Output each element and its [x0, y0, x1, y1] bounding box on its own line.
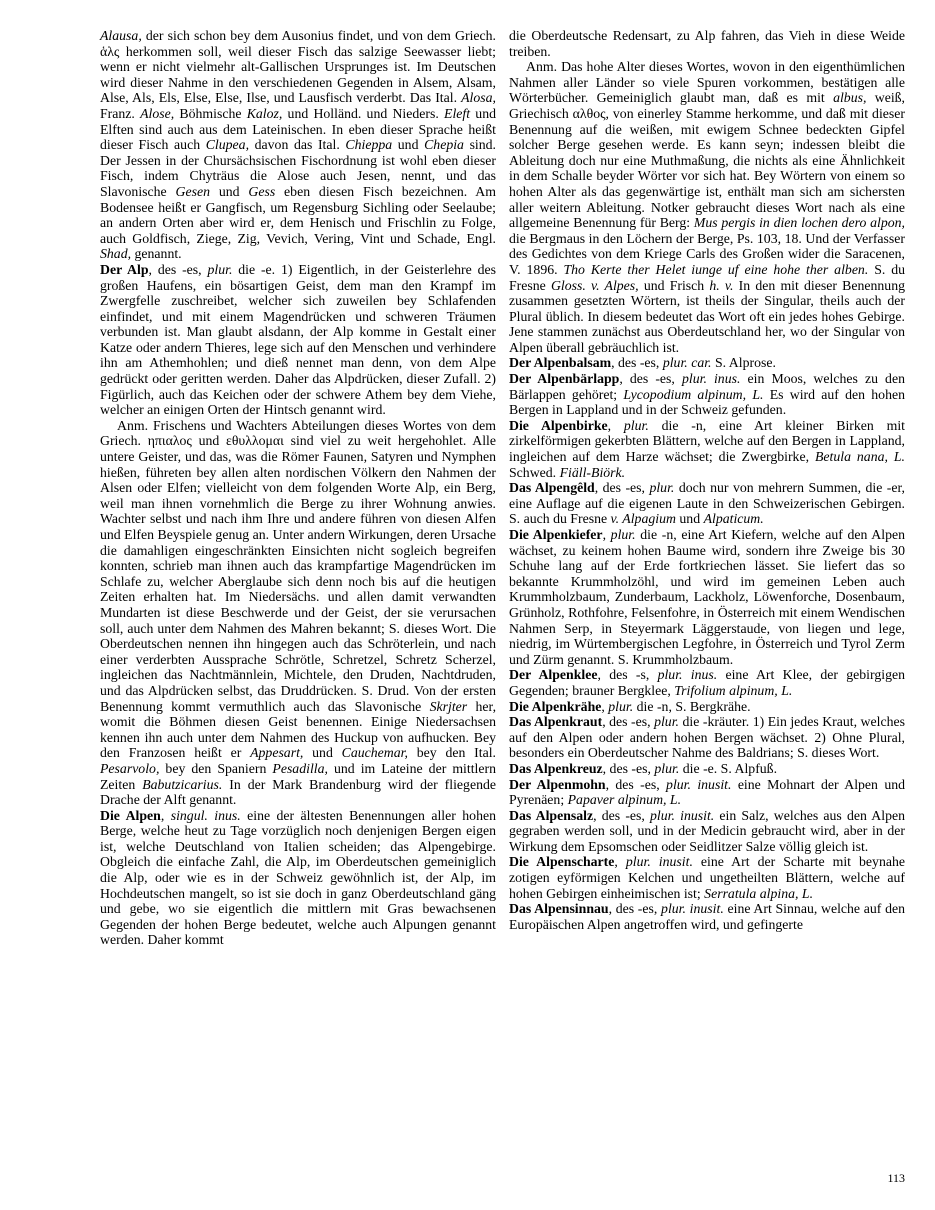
- text-run: , des -es,: [593, 807, 651, 823]
- text-run: Betula nana, L.: [814, 449, 905, 465]
- text-run: ,: [601, 698, 609, 714]
- text-run: die -e. 1) Eigentlich, in der Geisterlehre des großen Haufens, ein bösartigen Geist, dem man den Krampf im Zwergfelle zuschreibet, welcher sich zuweilen bey Schlafenden einfindet, und mit einem Magendrücken und schweren Träumen verbunden ist. Man glaubt alsdann, der Alp komme in Gestalt einer Katze oder andern Thieres, lege sich auf den Menschen und verhindere ihn am Athemhohlen; und dieß nennet man denn, von dem Alpe gedrückt oder geritten werden. Daher das Alpdrücken, dieser Zufall. 2) Figürlich, auch das Keichen oder der schwere Athem bey dem Viehe, welcher an einigen Orten der Hintsch genannt wird.: [100, 261, 497, 418]
- text-run: Schwed.: [509, 464, 560, 480]
- entry-alpensalz: [509, 808, 905, 855]
- text-run: Alausa,: [100, 28, 146, 43]
- text-run: Cauchemar,: [341, 745, 417, 761]
- text-run: , des -s,: [597, 667, 658, 683]
- text-run: und im Lateine der mittlern Zeiten: [100, 760, 497, 792]
- entry-die-alpen-continuation: [509, 28, 905, 59]
- text-run: plur.: [608, 698, 637, 714]
- entry-alpenscharte: [509, 854, 905, 901]
- text-run: , des -es,: [605, 776, 667, 792]
- text-run: S. du Fresne: [509, 261, 906, 293]
- entry-alpenbalsam: [509, 355, 905, 371]
- anmerkung-der-alp: [100, 418, 496, 808]
- text-run: Franz.: [100, 105, 141, 121]
- text-run: Shad,: [100, 246, 135, 262]
- text-run: h. v.: [709, 277, 739, 293]
- text-run: Die Alpenscharte: [509, 854, 615, 870]
- text-run: S. Alprose.: [714, 355, 776, 371]
- text-run: Lycopodium alpinum, L.: [623, 386, 770, 402]
- entry-alpensinnau: [509, 901, 905, 932]
- text-run: Alpaticum.: [703, 511, 764, 527]
- right-column: [509, 28, 905, 948]
- text-run: plur.: [654, 760, 683, 776]
- text-run: , des -es,: [602, 760, 655, 776]
- text-run: plur.: [649, 480, 679, 496]
- text-run: plur. inusit.: [625, 854, 701, 870]
- text-run: plur. inusit.: [650, 807, 720, 823]
- entry-alpenkiefer: [509, 527, 905, 667]
- text-run: plur. inusit.: [666, 776, 738, 792]
- text-run: die -n, S. Bergkrähe.: [636, 698, 751, 714]
- text-run: die -e. S. Alpfuß.: [682, 760, 778, 776]
- text-run: ,: [607, 417, 624, 433]
- text-run: , des -es,: [611, 355, 663, 371]
- text-run: Pesarvolo,: [100, 760, 166, 776]
- text-run: eine Art der Scharte mit beynahe zotigen eyförmigen Kelchen und ungetheilten Blättern, welche auf hohen Gebirgen einheimischen ist;: [509, 854, 905, 901]
- text-run: die Bergmaus in den Löchern der Berge, Ps. 103, 18. Und der Verfasser des Gedichtes von dem Kriege Carls des Großen wider die Saracenen, V. 1896.: [509, 230, 905, 277]
- text-run: plur.: [610, 527, 641, 542]
- text-run: Die Alpen: [100, 807, 161, 823]
- text-run: eine Art Sinnau, welche auf den Europäischen Alpen angetroffen wird, und gefingerte: [509, 901, 905, 932]
- text-run: ein Moos, welches zu den Bärlappen gehöret;: [509, 371, 905, 402]
- text-run: plur. inus.: [657, 667, 726, 683]
- entry-alpenkreuz: [509, 761, 905, 777]
- text-run: plur.: [654, 714, 683, 730]
- text-run: Das Alpenkraut: [509, 714, 603, 730]
- text-run: Die Alpenkrähe: [509, 698, 602, 714]
- text-run: Clupea,: [205, 137, 255, 153]
- text-run: eine der ältesten Benennungen aller hohen Berge, welche heut zu Tage vorzüglich noch denjenigen Bergen eigen ist, welche Deutschland von Italien scheiden; das Alpengebirge. Obgleich die einfache Zahl, die Alp, im Oberdeutschen gemeiniglich die Alp, oder wie es in der Schweiz gewöhnlich ist, der Alp, im Hochdeutschen mangelt, so ist sie doch in ganz Oberdeutschland gäng und gebe, wo sie eigentlich die mittlern mit Gras bewachsenen Gegenden der hohen Berge bedeutet, welche auch Alpungen genannt werden. Daher kommt: [100, 807, 496, 948]
- text-run: und: [679, 511, 704, 527]
- left-column: [100, 28, 496, 948]
- text-run: Gess: [248, 183, 285, 199]
- text-run: ,: [160, 807, 171, 823]
- text-run: Eleft: [444, 105, 476, 121]
- text-run: Alose,: [140, 105, 180, 121]
- entry-die-alpen: [100, 808, 496, 948]
- text-run: weiß, Griechisch αλθος, von einerley Stamme herkomme, und daß mit dieser Benennung auf die weißen, mit ewigem Schnee bedeckten Gipfel solcher Berge gesehen werde. Es kann seyn; indessen bleibt die Ableitung doch nur eine Muthmaßung, die nichts als eine Ähnlichkeit in dem Schalle beyder Wörter vor sich hat. Bey Wörtern von einem so hohen Alter als das gegenwärtige ist, enthält man sich am sichersten aller weitern Ableitung. Notker gebraucht dieses Wort nach als eine allgemeine Benennung für Berg:: [509, 90, 906, 231]
- text-run: ,: [614, 854, 626, 870]
- text-run: genannt.: [134, 246, 182, 262]
- text-run: plur.: [623, 417, 662, 433]
- text-run: Appesart,: [250, 745, 313, 761]
- text-run: , des -es,: [608, 901, 662, 917]
- text-run: , des -es,: [602, 714, 655, 730]
- text-run: eine Mohnart der Alpen und Pyrenäen;: [509, 776, 906, 808]
- text-run: Skrjter: [429, 698, 476, 714]
- text-run: plur. inus.: [681, 371, 748, 387]
- entry-alpenkraehe: [509, 699, 905, 715]
- entry-alpenklee: [509, 667, 905, 698]
- text-run: plur.: [207, 261, 239, 277]
- text-run: Das Alpengêld: [509, 480, 595, 496]
- text-columns: [100, 28, 905, 948]
- text-run: die -n, eine Art kleiner Birken mit zirkelförmigen gekerbten Blättern, welche auf den Bergen in Lappland, ingleichen auf dem Harze wächset; die Zwergbirke,: [509, 417, 906, 465]
- text-run: bey den Spaniern: [165, 760, 273, 776]
- text-run: Pesadilla,: [272, 760, 334, 776]
- text-run: und Elften sind auch aus dem Lateinischen. In eben dieser Sprache heißt dieser Fisch auch: [100, 105, 496, 153]
- text-run: plur. inusit.: [661, 901, 728, 917]
- entry-alpenbirke: [509, 418, 905, 480]
- text-run: , des -es,: [594, 480, 650, 496]
- text-run: Der Alpenklee: [509, 667, 598, 683]
- text-run: In der Mark Brandenburg wird der fliegende Drache der Alft genannt.: [100, 776, 496, 808]
- text-run: Chepia: [424, 137, 470, 153]
- text-run: Mus pergis in dien lochen dero alpon,: [693, 215, 906, 231]
- text-run: Gloss. v. Alpes,: [550, 277, 644, 293]
- text-run: doch nur von mehrern Summen, die -er, eine Auflage auf die eigenen Laute in den Schweizerischen Gebirgen. S. auch du Fresne: [509, 480, 905, 527]
- text-run: v. Alpagium: [610, 511, 680, 527]
- text-run: Trifolium alpinum, L.: [674, 682, 793, 698]
- text-run: eine Art Klee, der gebirgigen Gegenden; brauner Bergklee,: [509, 667, 905, 698]
- text-run: singul. inus.: [170, 807, 248, 823]
- text-run: bey den Ital.: [416, 745, 497, 761]
- entry-alausa-continuation: [100, 28, 496, 262]
- text-run: und: [312, 745, 342, 761]
- text-run: Das Alpensalz: [509, 807, 594, 823]
- text-run: her, womit die Böhmen diesen Geist benennen. Einige Niedersachsen kennen ihn auch unter dem Nahmen des Huckup von aufhucken. Bey den Franzosen heißt er: [100, 698, 497, 761]
- text-run: eben diesen Fisch bezeichnen. Am Bodensee heißt er Gangfisch, um Regensburg Sichling oder Seelaube; an andern Orten aber wird er, dem Henisch und Frischlin zu Folge, auch Goldfisch, Ziege, Zig, Vevich, Vering, Vint und Schade, Engl.: [100, 183, 497, 246]
- text-run: Das Alpensinnau: [509, 901, 609, 917]
- entry-alpenmohn: [509, 777, 905, 808]
- anmerkung-die-alpen: [509, 59, 905, 355]
- text-run: Anm. Das hohe Alter dieses Wortes, wovon in den eigenthümlichen Nahmen aller Länder so viele Spuren vorkommen, bestätigen alle Wörterbücher. Gemeiniglich glaubt man, daß es mit: [509, 59, 905, 106]
- text-run: und: [397, 137, 425, 153]
- text-run: Böhmische: [179, 105, 247, 121]
- entry-alpenkraut: [509, 714, 905, 761]
- text-run: Die Alpenkiefer: [509, 527, 603, 542]
- text-run: und: [218, 183, 249, 199]
- text-run: davon das Ital.: [254, 137, 346, 153]
- text-run: die Oberdeutsche Redensart, zu Alp fahren, das Vieh in diese Weide treiben.: [509, 28, 905, 59]
- text-run: und Frisch: [643, 277, 710, 293]
- text-run: Babutzicarius.: [142, 776, 230, 792]
- text-run: die -n, eine Art Kiefern, welche auf den Alpen wächset, zu keinem hohen Baume wird, sondern ihre Zweige bis 30 Schuhe lang auf der Erde fortkriechen lässet. Sie liefert das so bekannte Krummholzöhl, und wird im gemeinen Leben auch Krummholzbaum, Zunderbaum, Lackholz, Löwenforche, Dosenbaum, Grünholz, Rothfohre, Felsenfohre, in Österreich mit einem Wendischen Nahmen Serp, in Steyermark Läggerstaude, von liegen und lege, niedrig, im Würtembergischen Legfohre, in Österreich und Tyrol Zerm und Zürm genannt. S. Krummholzbaum.: [509, 527, 905, 667]
- text-run: plur. car.: [662, 355, 715, 371]
- text-run: albus,: [833, 90, 875, 106]
- text-run: Anm. Frischens und Wachters Abteilungen dieses Wortes von dem Griech. ηπιαλος und εθυλλομαι sind viel zu weit hergehohlet. Alle untere Geister, und das, was die Römer Faunen, Satyren und Nymphen hießen, führeten bey allen alten nordischen Völkern den Nahmen der Alsen oder Elfen; vielleicht von dem folgenden Worte Alp, ein Berg, weil man ihnen vornehmlich die Berge zu ihrer Wohnung anwies. Wachter selbst und nach ihm Ihre und andere führen von diesen Alfen und Elfen Beyspiele genug an. Unter andern Wirkungen, deren Ursache die damahligen eingeschränkten Einsichten nicht sogleich begreifen konnten, schrieb man ihnen auch das krampfartige Magendrücken im Schlafe zu, welcher Aberglaube sich denn noch bis auf die heutigen Zeiten erhalten hat. Im Niedersächs. und allen damit verwandten Mundarten ist diese Beschwerde und der Geist, der sie verursachen soll, auch unter dem Nahmen des Mahren bekannt; S. dieses Wort. Die Oberdeutschen nennen ihn hingegen auch das Schröterlein, und nach einer verderbten Aussprache Schrötle, Schretzel, Schretz Scherzel, ingleichen das Nachtmännlein, Michtele, den Druden, Nachtdruden, und das Alpdrücken selbst, das Druddrücken. S. Drud. Von der ersten Benennung kommt vermuthlich auch das Slavonische: [100, 417, 496, 714]
- entry-alpengeld: [509, 480, 905, 527]
- text-run: Das Alpenkreuz: [509, 760, 603, 776]
- text-run: der sich schon bey dem Ausonius findet, und von dem Griech. ἁλς herkommen soll, weil dieser Fisch das salzige Seewasser liebt; wenn er nicht vielmehr alt-Gallischen Ursprunges ist. Im Deutschen wird dieser Nahme in den verschiedenen Gegenden in Alsem, Alsam, Alse, Als, Els, Else, Else, Ilse, und Lausfisch verderbt. Das Ital.: [100, 28, 496, 106]
- text-run: Papaver alpinum, L.: [567, 792, 682, 808]
- text-run: Der Alpenbalsam: [509, 355, 612, 371]
- text-run: Gesen: [175, 183, 219, 199]
- text-run: Kaloz,: [246, 105, 288, 121]
- text-run: Serratula alpina, L.: [704, 885, 814, 901]
- text-run: Chieppa: [345, 137, 398, 153]
- text-run: sind. Der Jessen in der Chursächsischen Fischordnung ist wohl eben dieser Fisch, indem Chyträus die Alose auch Jesen, nennt, und das Slavonische: [100, 137, 497, 199]
- text-run: Die Alpenbirke: [509, 417, 608, 433]
- text-run: Es wird auf den hohen Bergen in Lappland und in der Schweiz gefunden.: [509, 386, 905, 418]
- entry-der-alp: [100, 262, 496, 418]
- text-run: ein Salz, welches aus den Alpen gegraben werden soll, und in der Medicin gebraucht wird, aber in der Wirkung dem Epsomschen oder Seidlitzer Salze völlig gleich ist.: [509, 807, 906, 854]
- text-run: Tho Kerte ther Helet iunge uf eine hohe ther alben.: [563, 261, 875, 277]
- text-run: , des -es,: [148, 261, 208, 277]
- text-run: , des -es,: [619, 371, 682, 387]
- text-run: Der Alpenmohn: [509, 776, 606, 792]
- text-run: Alosa,: [461, 90, 496, 106]
- text-run: und Holländ. und Nieders.: [287, 105, 445, 121]
- text-run: die -kräuter. 1) Ein jedes Kraut, welches auf den Alpen oder andern hohen Bergen wächset. 2) Ohne Plural, besonders ein Oberdeutscher Nahme des Baldrians; S. dieses Wort.: [509, 714, 905, 761]
- entry-alpenbaerlapp: [509, 371, 905, 418]
- text-run: In den mit dieser Benennung zusammen gesetzten Wörtern, ist theils der Singular, theils auch der Plural üblich. In diesem bedeutet das Wort oft ein jedes hohes Gebirge. Jene stammen zunächst aus Oberdeutschland her, wo der Singular von Alpen überall gebräuchlich ist.: [509, 277, 905, 355]
- text-run: Der Alp: [100, 261, 149, 277]
- text-run: ,: [602, 527, 611, 542]
- text-run: Der Alpenbärlapp: [509, 371, 620, 387]
- page-number: 113: [887, 1171, 905, 1185]
- text-run: Fiäll-Biörk.: [559, 464, 626, 480]
